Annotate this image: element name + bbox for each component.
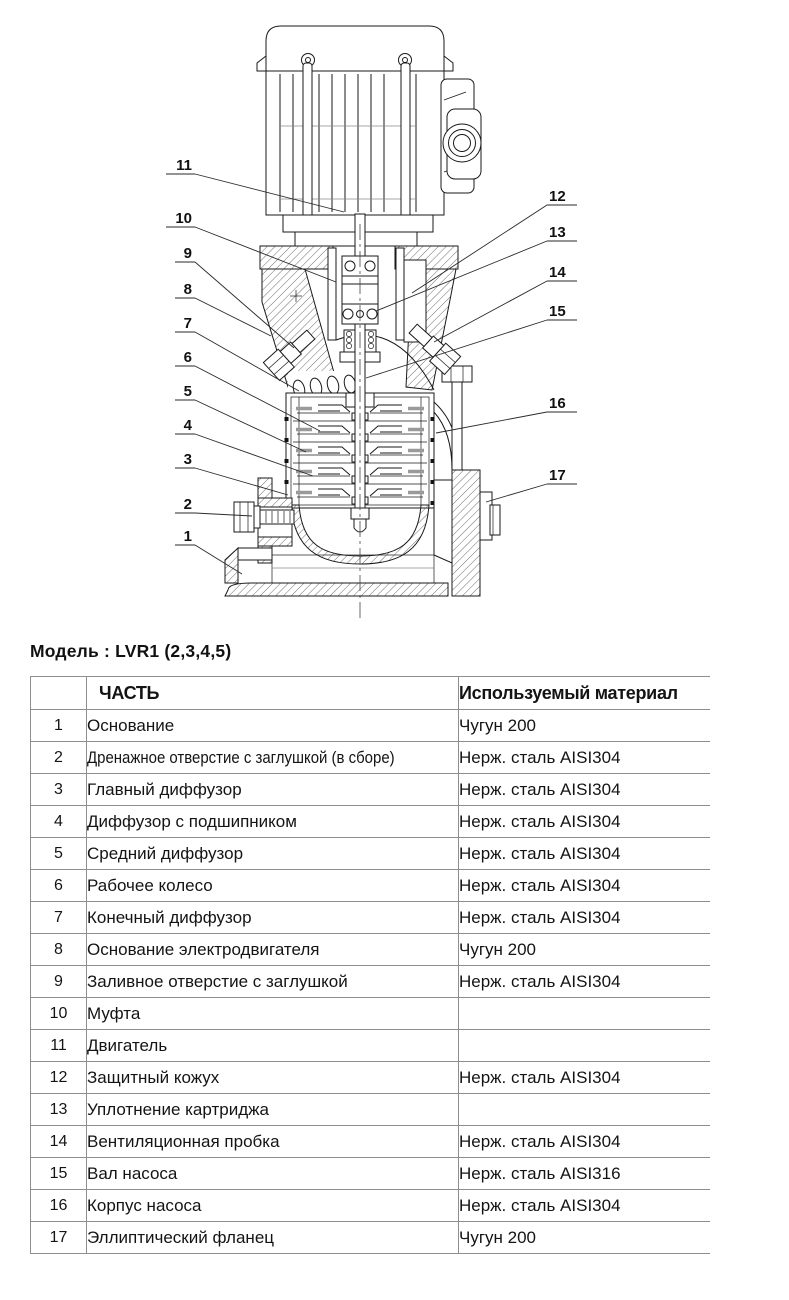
part-name: Заливное отверстие с заглушкой <box>87 966 459 998</box>
table-row <box>31 902 711 934</box>
callout-leader <box>486 484 547 502</box>
part-material: Нерж. сталь AISI304 <box>459 742 711 774</box>
part-name: Рабочее колесо <box>87 870 459 902</box>
part-number: 9 <box>31 966 87 998</box>
callout-number: 7 <box>183 315 192 332</box>
part-material: Нерж. сталь AISI316 <box>459 1158 711 1190</box>
oring-seal <box>285 417 289 421</box>
part-name: Муфта <box>87 998 459 1030</box>
part-name: Эллиптический фланец <box>87 1222 459 1254</box>
callout-leader <box>195 468 288 495</box>
base <box>225 548 448 596</box>
part-number: 2 <box>31 742 87 774</box>
elliptical-flange <box>452 470 500 596</box>
part-number: 3 <box>31 774 87 806</box>
part-material <box>459 1030 711 1062</box>
callout-number: 12 <box>549 188 566 205</box>
table-row <box>31 838 711 870</box>
col-num-header <box>31 677 87 710</box>
part-name: Вентиляционная пробка <box>87 1126 459 1158</box>
callout-leader <box>195 298 271 336</box>
part-material: Чугун 200 <box>459 934 711 966</box>
col-material-header: Используемый материал <box>459 677 711 710</box>
part-material: Нерж. сталь AISI304 <box>459 1126 711 1158</box>
table-row <box>31 934 711 966</box>
motor <box>257 26 481 228</box>
callout-number: 1 <box>183 528 192 545</box>
part-number: 17 <box>31 1222 87 1254</box>
part-number: 12 <box>31 1062 87 1094</box>
parts-table <box>30 676 710 1254</box>
callout-number: 11 <box>176 157 192 174</box>
part-material <box>459 1094 711 1126</box>
part-material: Нерж. сталь AISI304 <box>459 870 711 902</box>
table-row <box>31 1222 711 1254</box>
part-name: Вал насоса <box>87 1158 459 1190</box>
part-number: 5 <box>31 838 87 870</box>
callout-number: 14 <box>549 264 566 281</box>
parts-table-body <box>31 710 711 1254</box>
part-number: 13 <box>31 1094 87 1126</box>
part-material: Нерж. сталь AISI304 <box>459 1062 711 1094</box>
part-number: 11 <box>31 1030 87 1062</box>
part-material <box>459 998 711 1030</box>
part-material: Нерж. сталь AISI304 <box>459 806 711 838</box>
part-material: Чугун 200 <box>459 710 711 742</box>
table-row <box>31 966 711 998</box>
callout-number: 4 <box>183 417 192 434</box>
part-number: 7 <box>31 902 87 934</box>
callout-number: 13 <box>549 224 566 241</box>
callout-number: 6 <box>183 349 192 366</box>
part-name: Уплотнение картриджа <box>87 1094 459 1126</box>
part-number: 10 <box>31 998 87 1030</box>
table-row <box>31 1062 711 1094</box>
table-header-row <box>31 677 711 710</box>
part-number: 8 <box>31 934 87 966</box>
part-material: Чугун 200 <box>459 1222 711 1254</box>
part-name: Дренажное отверстие с заглушкой (в сборе) <box>87 742 459 774</box>
part-name: Диффузор с подшипником <box>87 806 459 838</box>
callout-number: 2 <box>183 496 192 513</box>
part-material: Нерж. сталь AISI304 <box>459 966 711 998</box>
oring-seal <box>285 459 289 463</box>
part-material: Нерж. сталь AISI304 <box>459 902 711 934</box>
part-number: 1 <box>31 710 87 742</box>
table-row <box>31 742 711 774</box>
oring-seal <box>285 480 289 484</box>
callout-number: 8 <box>183 281 192 298</box>
part-name: Конечный диффузор <box>87 902 459 934</box>
part-material: Нерж. сталь AISI304 <box>459 1190 711 1222</box>
oring-seal <box>431 459 435 463</box>
part-number: 16 <box>31 1190 87 1222</box>
part-name: Корпус насоса <box>87 1190 459 1222</box>
callout-number: 3 <box>183 451 192 468</box>
pump-cross-section-svg <box>0 0 789 632</box>
oring-seal <box>285 438 289 442</box>
callout-number: 9 <box>183 245 192 262</box>
part-material: Нерж. сталь AISI304 <box>459 838 711 870</box>
terminal-box <box>441 79 481 193</box>
oring-seal <box>431 438 435 442</box>
table-row <box>31 1094 711 1126</box>
oring-seal <box>431 417 435 421</box>
table-row <box>31 998 711 1030</box>
pump-diagram <box>0 0 789 632</box>
table-row <box>31 870 711 902</box>
table-row <box>31 1030 711 1062</box>
table-row <box>31 1126 711 1158</box>
part-name: Основание <box>87 710 459 742</box>
col-part-header: ЧАСТЬ <box>87 677 459 710</box>
table-row <box>31 710 711 742</box>
table-row <box>31 1158 711 1190</box>
callout-number: 16 <box>549 395 566 412</box>
callout-number: 17 <box>549 467 566 484</box>
model-title: Модель : LVR1 (2,3,4,5) <box>30 641 232 661</box>
parts-table-wrap <box>30 676 720 1254</box>
part-number: 6 <box>31 870 87 902</box>
table-row <box>31 774 711 806</box>
part-name: Двигатель <box>87 1030 459 1062</box>
callout-number: 10 <box>175 210 192 227</box>
table-row <box>31 1190 711 1222</box>
part-name: Средний диффузор <box>87 838 459 870</box>
part-number: 15 <box>31 1158 87 1190</box>
part-name: Основание электродвигателя <box>87 934 459 966</box>
part-number: 4 <box>31 806 87 838</box>
part-number: 14 <box>31 1126 87 1158</box>
part-name: Главный диффузор <box>87 774 459 806</box>
part-name: Защитный кожух <box>87 1062 459 1094</box>
table-row <box>31 806 711 838</box>
part-material: Нерж. сталь AISI304 <box>459 774 711 806</box>
callout-number: 15 <box>549 303 566 320</box>
callout-number: 5 <box>183 383 192 400</box>
